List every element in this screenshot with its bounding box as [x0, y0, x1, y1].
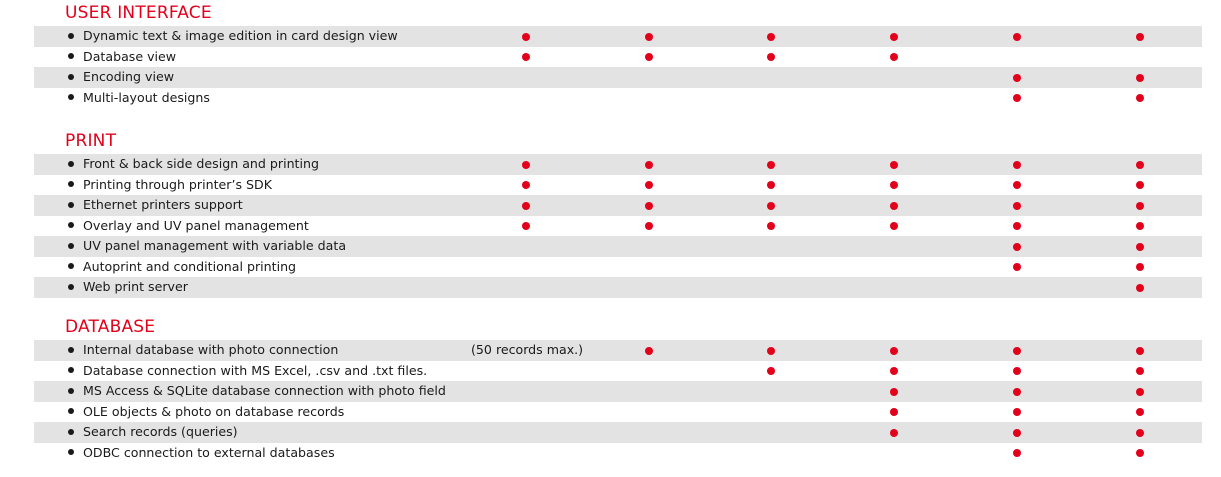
bullet-icon [68, 202, 74, 208]
availability-dot-icon [767, 161, 775, 169]
availability-dot-icon [522, 33, 530, 41]
availability-dot-icon [1013, 202, 1021, 210]
feature-label: Multi-layout designs [83, 89, 210, 105]
feature-rows [34, 154, 1202, 298]
availability-dot-icon [1136, 202, 1144, 210]
availability-dot-icon [522, 202, 530, 210]
feature-row [34, 195, 1202, 216]
availability-dot-icon [522, 222, 530, 230]
availability-dot-icon [1013, 367, 1021, 375]
availability-dot-icon [1013, 263, 1021, 271]
section-title: PRINT [65, 131, 117, 151]
availability-dot-icon [890, 161, 898, 169]
availability-dot-icon [1136, 263, 1144, 271]
availability-dot-icon [1013, 347, 1021, 355]
feature-label: Web print server [83, 279, 188, 294]
feature-row [34, 361, 1202, 382]
availability-dot-icon [1013, 408, 1021, 416]
availability-dot-icon [645, 53, 653, 61]
availability-dot-icon [1136, 181, 1144, 189]
bullet-icon [68, 429, 74, 435]
availability-dot-icon [1013, 161, 1021, 169]
availability-dot-icon [890, 408, 898, 416]
availability-dot-icon [645, 181, 653, 189]
availability-dot-icon [890, 429, 898, 437]
availability-dot-icon [1013, 94, 1021, 102]
feature-label: Search records (queries) [83, 424, 238, 439]
availability-dot-icon [767, 202, 775, 210]
availability-dot-icon [1136, 94, 1144, 102]
feature-note: (50 records max.) [471, 342, 584, 357]
bullet-icon [68, 222, 74, 228]
bullet-icon [68, 53, 74, 59]
availability-dot-icon [1013, 33, 1021, 41]
availability-dot-icon [1136, 388, 1144, 396]
availability-dot-icon [767, 222, 775, 230]
availability-dot-icon [1136, 347, 1144, 355]
bullet-icon [68, 33, 74, 39]
availability-dot-icon [890, 388, 898, 396]
bullet-icon [68, 284, 74, 290]
feature-row [34, 277, 1202, 298]
availability-dot-icon [522, 53, 530, 61]
bullet-icon [68, 74, 74, 80]
availability-dot-icon [767, 181, 775, 189]
availability-dot-icon [1136, 161, 1144, 169]
feature-row [34, 154, 1202, 175]
availability-dot-icon [645, 161, 653, 169]
availability-dot-icon [890, 181, 898, 189]
bullet-icon [68, 449, 74, 455]
availability-dot-icon [1136, 222, 1144, 230]
availability-dot-icon [890, 367, 898, 375]
bullet-icon [68, 94, 74, 100]
bullet-icon [68, 347, 74, 353]
availability-dot-icon [767, 367, 775, 375]
availability-dot-icon [1136, 33, 1144, 41]
bullet-icon [68, 367, 74, 373]
feature-row [34, 402, 1202, 423]
feature-label: Ethernet printers support [83, 197, 243, 212]
bullet-icon [68, 408, 74, 414]
feature-label: ODBC connection to external databases [83, 444, 335, 460]
availability-dot-icon [767, 53, 775, 61]
availability-dot-icon [1136, 284, 1144, 292]
feature-row [34, 443, 1202, 464]
feature-label: Database connection with MS Excel, .csv and .txt files. [83, 362, 428, 378]
availability-dot-icon [1013, 181, 1021, 189]
availability-dot-icon [522, 161, 530, 169]
bullet-icon [68, 181, 74, 187]
feature-label: Front & back side design and printing [83, 156, 319, 171]
availability-dot-icon [1136, 429, 1144, 437]
bullet-icon [68, 263, 74, 269]
feature-label: Autoprint and conditional printing [83, 258, 297, 274]
feature-rows [34, 340, 1202, 463]
feature-label: OLE objects & photo on database records [83, 403, 345, 419]
feature-label: Dynamic text & image edition in card design view [83, 28, 398, 43]
availability-dot-icon [645, 222, 653, 230]
feature-label: UV panel management with variable data [83, 238, 347, 253]
bullet-icon [68, 388, 74, 394]
feature-row [34, 175, 1202, 196]
availability-dot-icon [767, 347, 775, 355]
availability-dot-icon [1013, 243, 1021, 251]
availability-dot-icon [1136, 449, 1144, 457]
availability-dot-icon [890, 202, 898, 210]
feature-row [34, 26, 1202, 47]
bullet-icon [68, 161, 74, 167]
availability-dot-icon [1013, 449, 1021, 457]
feature-row [34, 47, 1202, 68]
section-title: USER INTERFACE [65, 3, 212, 23]
feature-row [34, 67, 1202, 88]
feature-label: Overlay and UV panel management [83, 217, 309, 233]
availability-dot-icon [1013, 74, 1021, 82]
availability-dot-icon [522, 181, 530, 189]
feature-rows [34, 26, 1202, 108]
availability-dot-icon [1136, 243, 1144, 251]
availability-dot-icon [1136, 408, 1144, 416]
availability-dot-icon [767, 33, 775, 41]
feature-row [34, 88, 1202, 109]
availability-dot-icon [1136, 367, 1144, 375]
feature-row [34, 216, 1202, 237]
availability-dot-icon [890, 53, 898, 61]
feature-row [34, 257, 1202, 278]
section-title: DATABASE [65, 317, 156, 337]
availability-dot-icon [890, 347, 898, 355]
availability-dot-icon [890, 33, 898, 41]
feature-label: MS Access & SQLite database connection with photo field [83, 383, 446, 398]
feature-label: Database view [83, 48, 177, 64]
availability-dot-icon [645, 33, 653, 41]
feature-label: Printing through printer’s SDK [83, 176, 272, 192]
availability-dot-icon [645, 202, 653, 210]
availability-dot-icon [1013, 388, 1021, 396]
feature-row [34, 340, 1202, 361]
feature-row [34, 422, 1202, 443]
bullet-icon [68, 243, 74, 249]
availability-dot-icon [645, 347, 653, 355]
feature-label: Internal database with photo connection [83, 342, 339, 357]
feature-row [34, 236, 1202, 257]
availability-dot-icon [890, 222, 898, 230]
feature-row [34, 381, 1202, 402]
availability-dot-icon [1013, 429, 1021, 437]
availability-dot-icon [1136, 74, 1144, 82]
feature-label: Encoding view [83, 69, 175, 84]
availability-dot-icon [1013, 222, 1021, 230]
